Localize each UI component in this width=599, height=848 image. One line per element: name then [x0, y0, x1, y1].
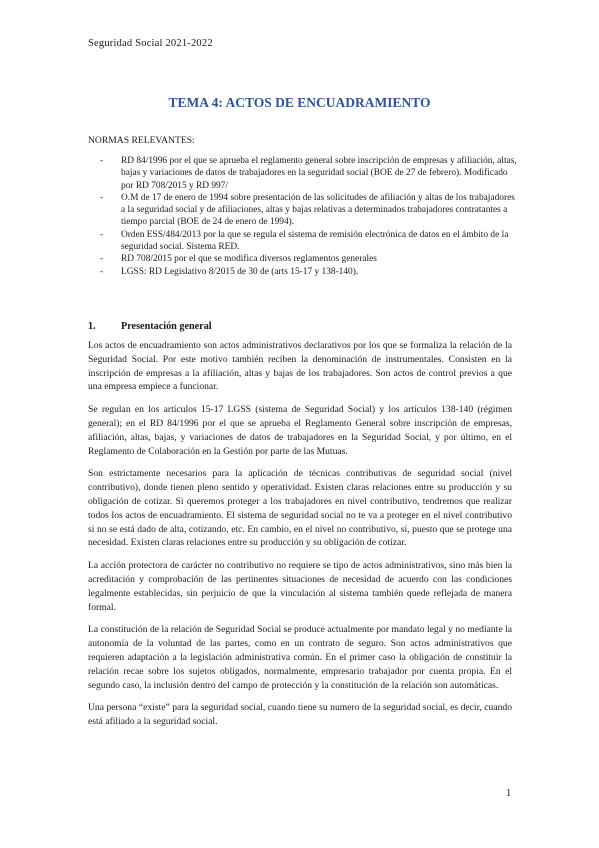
body-text	[88, 339, 512, 738]
normas-label: NORMAS RELEVANTES:	[88, 135, 195, 146]
norms-list	[100, 155, 518, 278]
norm-item	[100, 266, 518, 278]
paragraph: Se regulan en los artículos 15-17 LGSS (sistema de Seguridad Social) y los artículos 138-140 (régimen general); en el RD 84/1996 por el que se aprueba el Reglamento General sobre inscripción de empresas, afiliación, altas, bajas, y variaciones de datos de trabajadores en la Seguridad Social, y por último, en el Reglamento de Colaboración en la Gestión por parte de las Mutuas.	[88, 404, 512, 457]
document-title: TEMA 4: ACTOS DE ENCUADRAMIENTO	[168, 95, 431, 110]
norm-text: RD 84/1996 por el que se aprueba el reglamento general sobre inscripción de empresas y afiliación, altas, bajas y variaciones de datos de trabajadores en la seguridad social (BOE de 27 de febrero). Modificado por RD 708/2015 y RD 997/	[121, 156, 517, 191]
paragraph: La constitución de la relación de Seguridad Social se produce actualmente por mandato legal y no mediante la autonomía de la voluntad de las partes, como en un contrato de seguro. Son actos administrativos que requieren adaptación a la legislación administrativa común. En el primer caso la obligación de constituir la relación recae sobre los sujetos obligados, normalmente, empresario trabajador por cuenta propia. En el segundo caso, la inclusión dentro del campo de protección y la constitución de la relación son automáticas.	[88, 624, 512, 691]
section-heading	[88, 321, 212, 332]
norm-text: LGSS: RD Legislativo 8/2015 de 30 de (arts 15-17 y 138-140).	[121, 266, 359, 277]
norm-text: O.M de 17 de enero de 1994 sobre presentación de las solicitudes de afiliación y altas de los trabajadores a la seguridad social y de afiliaciones, altas y bajas relativas a determinados trabajadores contratantes a tiempo parcial (BOE de 24 de enero de 1994).	[121, 192, 515, 228]
bullet-dash: -	[100, 192, 104, 203]
running-header: Seguridad Social 2021-2022	[88, 38, 213, 49]
section-title: Presentación general	[121, 321, 212, 332]
section-number: 1.	[88, 321, 96, 332]
paragraph: La acción protectora de carácter no contributivo no requiere se tipo de actos administrativos, sino más bien la acreditación y comprobación de las pertinentes situaciones de necesidad de acuerdo con las condiciones legalmente establecidas, sin perjuicio de que la vinculación al sistema también quede reflejada de manera formal.	[88, 560, 512, 613]
bullet-dash: -	[100, 254, 104, 265]
bullet-dash: -	[100, 156, 104, 166]
bullet-dash: -	[100, 229, 104, 240]
bullet-dash: -	[100, 266, 104, 277]
page-number: 1	[506, 788, 512, 799]
paragraph: Una persona “existe” para la seguridad social, cuando tiene su numero de la seguridad social, es decir, cuando está afiliado a la seguridad social.	[88, 702, 512, 728]
norm-item	[100, 155, 518, 192]
paragraph: Los actos de encuadramiento son actos administrativos declarativos por los que se formaliza la relación de la Seguridad Social. Por este motivo también reciben la denominación de instrumentales. Consisten en la inscripción de empresas a la afiliación, altas y bajas de los trabajadores. Son actos de control previos a que una empresa empiece a funcionar.	[88, 340, 512, 393]
norm-text: RD 708/2015 por el que se modifica diversos reglamentos generales	[121, 254, 377, 265]
paragraph: Son estrictamente necesarios para la aplicación de técnicas contributivas de seguridad social (nivel contributivo), donde tienen pleno sentido y operatividad. Existen claras relaciones entre su producción y su obligación de cotizar. Si queremos proteger a los trabajadores en nivel contributivo, tendremos que realizar todos los actos de encuadramiento. El sistema de seguridad social no te va a proteger en el nivel contributivo si no se está dado de alta, cotizando, etc. En cambio, en el nivel no contributivo, sí, puesto que se protege una necesidad. Existen claras relaciones entre su producción y su obligación de cotizar.	[88, 468, 512, 549]
norm-text: Orden ESS/484/2013 por la que se regula el sistema de remisión electrónica de datos en el ámbito de la seguridad social. Sistema RED.	[121, 229, 509, 253]
norm-item	[100, 253, 518, 265]
norm-item	[100, 192, 518, 229]
norm-item	[100, 229, 518, 254]
